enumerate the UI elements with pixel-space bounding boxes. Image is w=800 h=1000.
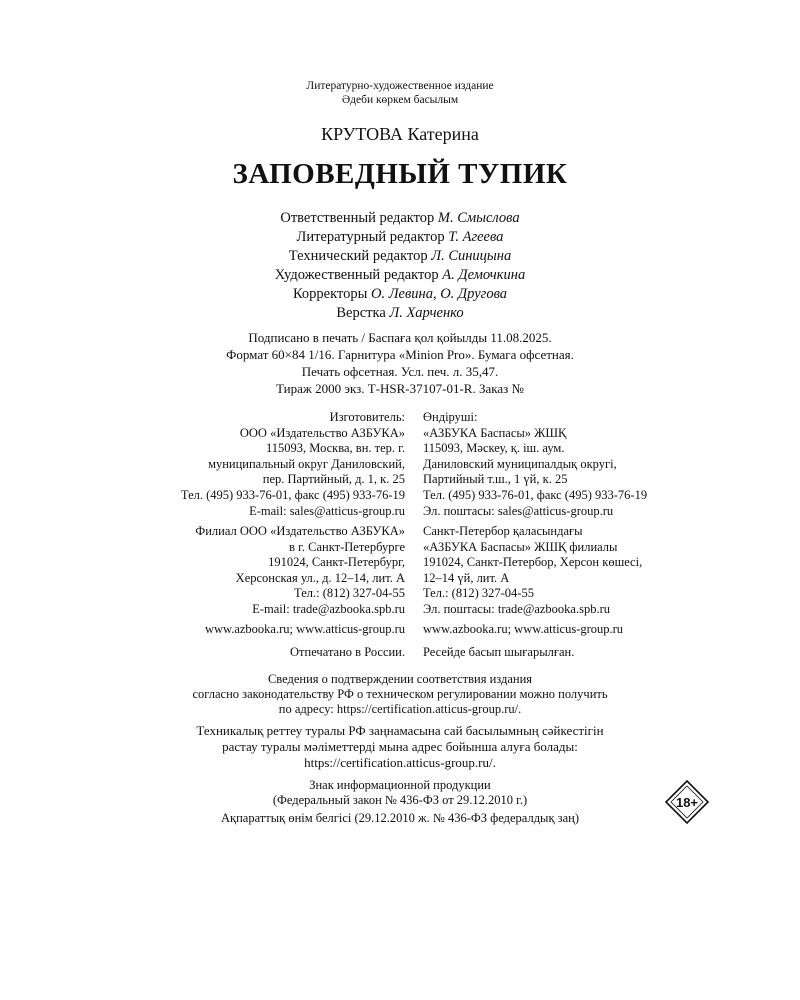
- manufacturer-ru: [75, 410, 405, 519]
- manufacturer-ru-line: Изготовитель:: [329, 410, 405, 424]
- printed-in-ru: Отпечатано в России.: [290, 645, 405, 659]
- manufacturer-ru-line: муниципальный округ Даниловский,: [208, 456, 405, 471]
- branch-kz-line: Тел.: (812) 327-04-55: [423, 586, 534, 601]
- manufacturer-kz-line: 115093, Мәскеу, қ. іш. аум.: [423, 441, 565, 456]
- manufacturer-ru-line: E-mail: sales@atticus-group.ru: [249, 503, 405, 518]
- format-line: Формат 60×84 1/16. Гарнитура «Minion Pro». Бумага офсетная.: [226, 347, 574, 362]
- age-rating-text: 18+: [675, 795, 699, 810]
- age-rating-diamond-icon: [664, 779, 710, 825]
- manufacturer-ru-line: ООО «Издательство АЗБУКА»: [239, 425, 405, 440]
- manufacturer-kz-line: Эл. поштасы: sales@atticus-group.ru: [423, 503, 614, 518]
- manufacturer-kz-line: «АЗБУКА Баспасы» ЖШҚ: [423, 425, 567, 440]
- credit-name: О. Левина, О. Другова: [371, 286, 508, 302]
- branch-kz-line: «АЗБУКА Баспасы» ЖШҚ филиалы: [423, 539, 618, 554]
- conformity-ru-line: согласно законодательству РФ о техническом регулировании можно получить: [192, 687, 608, 701]
- author-name: КРУТОВА Катерина: [321, 124, 479, 144]
- manufacturer-kz-line: Тел. (495) 933-76-01, факс (495) 933-76-19: [423, 487, 648, 502]
- edition-type-kz: Әдеби көркем басылым: [341, 94, 459, 106]
- info-sign-title: Знак информационной продукции: [309, 778, 491, 792]
- branch-kz-line: 191024, Санкт-Петербор, Херсон көшесі,: [423, 555, 643, 570]
- credit-role: Художественный редактор: [274, 267, 439, 283]
- info-sign-law: (Федеральный закон № 436-ФЗ от 29.12.2010 г.): [272, 793, 528, 807]
- credit-row: [0, 229, 800, 248]
- branch-ru-line: в г. Санкт-Петербурге: [289, 539, 405, 554]
- conformity-ru-line: Сведения о подтверждении соответствия издания: [267, 672, 533, 686]
- credit-role: Литературный редактор: [296, 229, 445, 245]
- credit-name: Л. Синицына: [431, 248, 512, 264]
- branch-ru-line: Херсонская ул., д. 12–14, лит. А: [235, 570, 405, 585]
- run-line: Тираж 2000 экз. Т-HSR-37107-01-R. Заказ №: [276, 381, 524, 396]
- credits-block: [0, 210, 800, 324]
- credit-name: Т. Агеева: [448, 229, 504, 245]
- branch-kz-line: Эл. поштасы: trade@azbooka.spb.ru: [423, 601, 611, 616]
- info-sign-kz: Ақпараттық өнім белгісі (29.12.2010 ж. № 436-ФЗ федералдық заң): [221, 811, 579, 825]
- branch-ru-line: Тел.: (812) 327-04-55: [294, 586, 405, 601]
- credit-role: Ответственный редактор: [280, 210, 435, 226]
- branch-ru-line: E-mail: trade@azbooka.spb.ru: [252, 601, 405, 616]
- print-line: Печать офсетная. Усл. печ. л. 35,47.: [301, 364, 499, 379]
- manufacturer-kz: [423, 410, 763, 519]
- credit-row: [0, 210, 800, 229]
- credit-name: А. Демочкина: [442, 267, 526, 283]
- credit-role: Технический редактор: [288, 248, 428, 264]
- credit-row: [0, 267, 800, 286]
- signed-date: Подписано в печать / Баспаға қол қойылды 11.08.2025.: [248, 330, 552, 345]
- conformity-ru-line: по адресу: https://certification.atticus-group.ru/.: [278, 702, 522, 716]
- branch-kz: [423, 524, 763, 618]
- book-title: ЗАПОВЕДНЫЙ ТУПИК: [232, 158, 568, 190]
- printed-in-kz: Ресейде басып шығарылған.: [423, 645, 575, 659]
- credit-name: М. Смыслова: [437, 210, 520, 226]
- branch-ru: [75, 524, 405, 618]
- credit-row: [0, 305, 800, 324]
- conformity-kz-line: Техникалық реттеу туралы РФ заңнамасына сай басылымның сәйкестігін: [196, 723, 604, 738]
- conformity-kz-line: растау туралы мәліметтерді мына адрес бойынша алуға болады:: [222, 739, 578, 754]
- website-kz: www.azbooka.ru; www.atticus-group.ru: [423, 622, 624, 636]
- manufacturer-kz-line: Өндіруші:: [423, 410, 478, 424]
- branch-ru-line: 191024, Санкт-Петербург,: [268, 555, 405, 570]
- website-ru: www.azbooka.ru; www.atticus-group.ru: [204, 622, 405, 636]
- conformity-kz-line: https://certification.atticus-group.ru/.: [304, 755, 496, 770]
- manufacturer-ru-line: Тел. (495) 933-76-01, факс (495) 933-76-19: [180, 487, 405, 502]
- manufacturer-ru-line: пер. Партийный, д. 1, к. 25: [262, 472, 405, 487]
- age-rating-badge: [664, 779, 710, 825]
- branch-kz-line: 12–14 үй, лит. А: [423, 570, 510, 585]
- branch-ru-line: Филиал ООО «Издательство АЗБУКА»: [195, 524, 405, 538]
- manufacturer-kz-line: Даниловский муниципалдық округі,: [423, 456, 617, 471]
- branch-kz-line: Санкт-Петербор қаласындағы: [423, 524, 583, 538]
- credit-role: Корректоры: [292, 286, 368, 302]
- credit-role: Верстка: [336, 305, 386, 321]
- credit-row: [0, 248, 800, 267]
- manufacturer-ru-line: 115093, Москва, вн. тер. г.: [265, 441, 405, 456]
- credit-row: [0, 286, 800, 305]
- edition-type-ru: Литературно-художественное издание: [306, 80, 494, 92]
- manufacturer-kz-line: Партийный т.ш., 1 үй, к. 25: [423, 472, 568, 487]
- credit-name: Л. Харченко: [389, 305, 464, 321]
